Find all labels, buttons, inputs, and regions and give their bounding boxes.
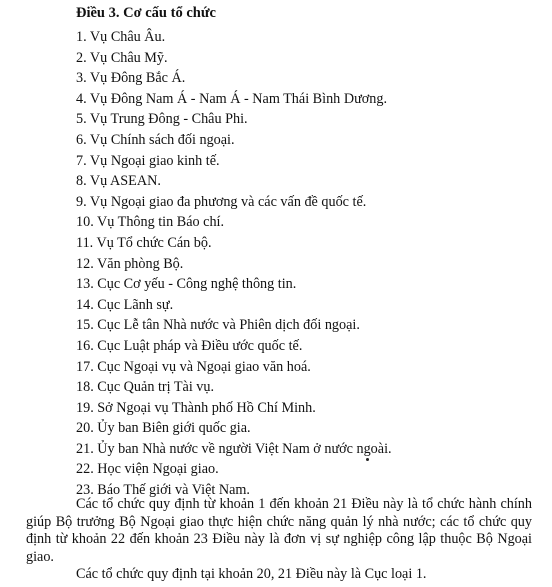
closing-paragraph: Các tổ chức quy định từ khoản 1 đến khoản 21 Điều này là tổ chức hành chính giúp Bộ trưởng Bộ Ngoại giao thực hiện chức năng quản lý nhà nước; các tổ chức quy định từ khoản 22 đến khoản 23 Điều này là đơn vị sự nghiệp công lập thuộc Bộ Ngoại giao.: [26, 496, 532, 565]
list-item: 21. Ủy ban Nhà nước về người Việt Nam ở nước ngoài.: [76, 440, 392, 457]
article-heading: Điều 3. Cơ cấu tổ chức: [76, 5, 216, 21]
list-item: 4. Vụ Đông Nam Á - Nam Á - Nam Thái Bình Dương.: [76, 90, 387, 107]
list-item: 9. Vụ Ngoại giao đa phương và các vấn đề quốc tế.: [76, 193, 367, 210]
list-item: 3. Vụ Đông Bắc Á.: [76, 70, 186, 87]
list-item: 16. Cục Luật pháp và Điều ước quốc tế.: [76, 337, 303, 354]
list-item: 8. Vụ ASEAN.: [76, 173, 161, 190]
list-item: 10. Vụ Thông tin Báo chí.: [76, 214, 225, 231]
list-item: 15. Cục Lễ tân Nhà nước và Phiên dịch đối ngoại.: [76, 317, 360, 334]
scan-speck: [366, 458, 369, 461]
list-item: 17. Cục Ngoại vụ và Ngoại giao văn hoá.: [76, 358, 311, 375]
list-item: 20. Ủy ban Biên giới quốc gia.: [76, 420, 251, 437]
category-paragraph: Các tổ chức quy định tại khoản 20, 21 Điều này là Cục loại 1.: [76, 566, 427, 582]
list-item: 7. Vụ Ngoại giao kinh tế.: [76, 152, 220, 169]
list-item: 14. Cục Lãnh sự.: [76, 296, 174, 313]
list-item: 19. Sở Ngoại vụ Thành phố Hồ Chí Minh.: [76, 399, 316, 416]
list-item: 18. Cục Quản trị Tài vụ.: [76, 379, 215, 396]
organization-list: [76, 27, 392, 501]
list-item: 22. Học viện Ngoại giao.: [76, 461, 219, 478]
list-item: 5. Vụ Trung Đông - Châu Phi.: [76, 111, 248, 128]
list-item: 2. Vụ Châu Mỹ.: [76, 49, 168, 66]
list-item: 12. Văn phòng Bộ.: [76, 255, 184, 272]
list-item: 6. Vụ Chính sách đối ngoại.: [76, 131, 235, 148]
list-item: 1. Vụ Châu Âu.: [76, 29, 166, 45]
list-item: 13. Cục Cơ yếu - Công nghệ thông tin.: [76, 276, 297, 293]
list-item: 11. Vụ Tổ chức Cán bộ.: [76, 234, 212, 251]
list-item: 23. Báo Thế giới và Việt Nam.: [76, 482, 250, 499]
